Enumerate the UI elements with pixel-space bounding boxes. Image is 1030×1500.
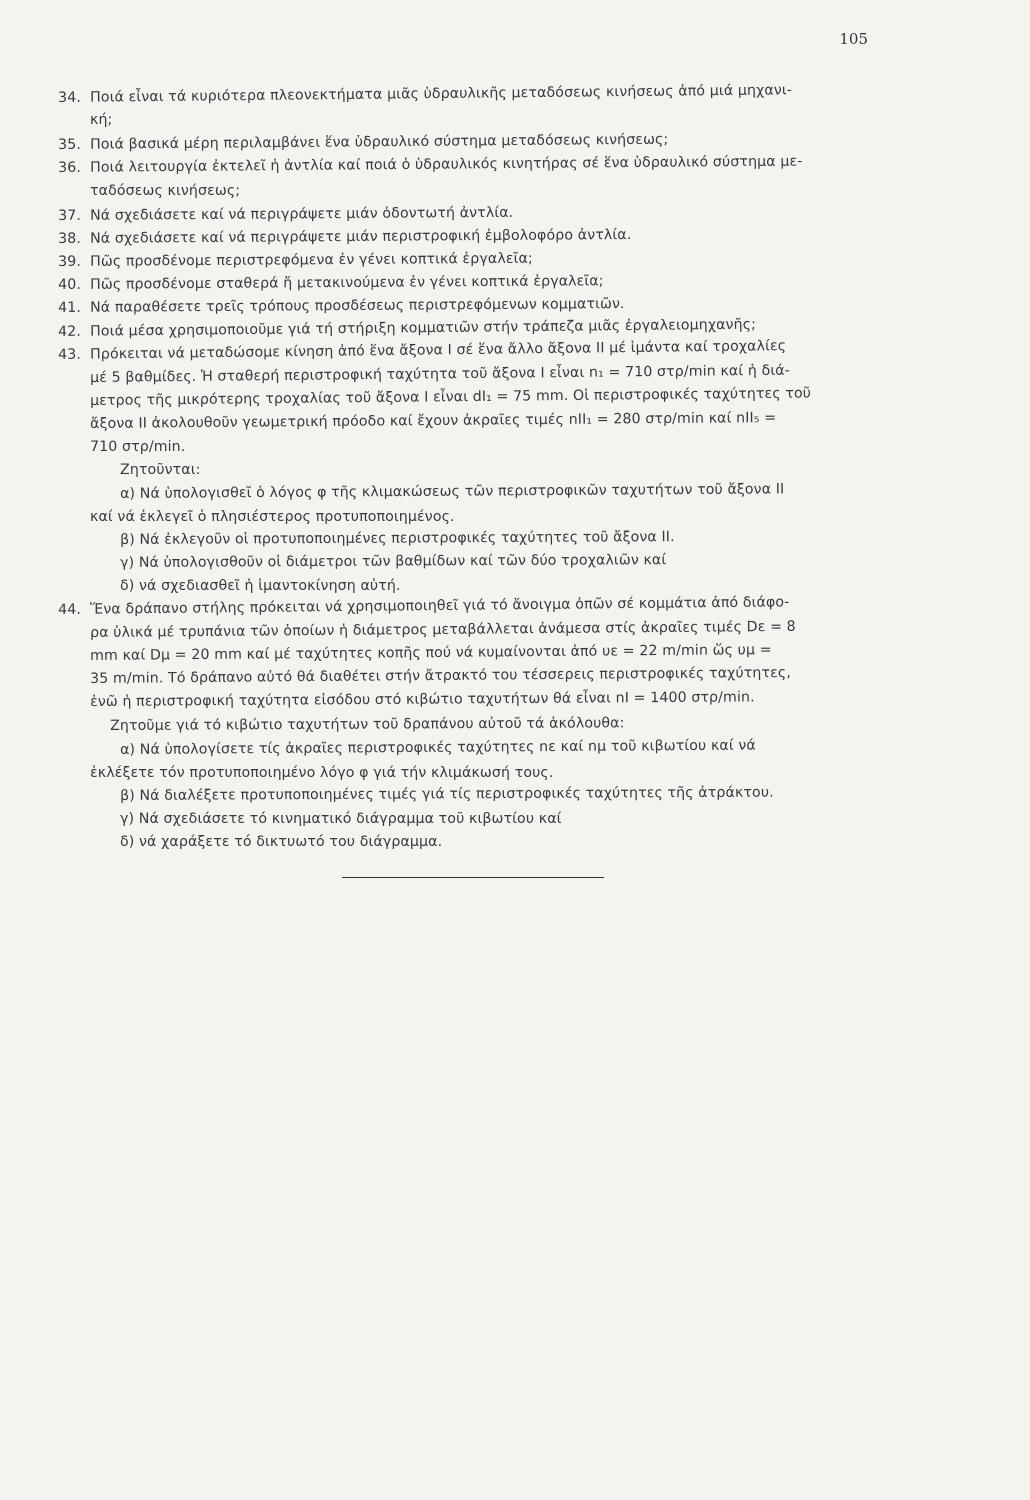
question-43-item-a-cont: καί νά ἐκλεγεῖ ὁ πλησιέστερος προτυποποιημένος. bbox=[90, 509, 455, 525]
question-text: Ποιά εἶναι τά κυριότερα πλεονεκτήματα μιᾶς ὑδραυλικῆς μεταδόσεως κινήσεως ἀπό μιά μηχανι- bbox=[90, 82, 793, 106]
question-43-line-4: ἄξονα ΙΙ ἀκολουθοῦν γεωμετρική πρόοδο καί ἔχουν ἀκραῖες τιμές nII₁ = 280 στρ/min καί nII₅ = bbox=[90, 410, 777, 432]
question-41 bbox=[58, 294, 625, 318]
question-39 bbox=[58, 249, 533, 272]
question-text: Ποιά λειτουργία ἐκτελεῖ ἡ ἀντλία καί ποιά ὁ ὑδραυλικός κινητήρας σέ ἕνα ὑδραυλικό σύστημα με- bbox=[90, 153, 803, 176]
question-number: 41. bbox=[58, 299, 82, 316]
question-35 bbox=[58, 130, 668, 155]
question-44 bbox=[58, 592, 789, 620]
question-number: 42. bbox=[58, 323, 82, 340]
question-34 bbox=[58, 80, 792, 108]
question-text: Πῶς προσδένομε περιστρεφόμενα ἐν γένει κοπτικά ἐργαλεῖα; bbox=[90, 250, 533, 270]
question-number: 35. bbox=[58, 136, 82, 153]
question-44-line-2: ρα ὑλικά μέ τρυπάνια τῶν ὁποίων ἡ διάμετρος μεταβάλλεται ἀνάμεσα στίς ἀκραῖες τιμές Dε = 8 bbox=[90, 618, 796, 641]
question-number: 40. bbox=[58, 276, 82, 293]
question-44-line-3: mm καί Dμ = 20 mm καί μέ ταχύτητες κοπῆς πού νά κυμαίνονται ἀπό υε = 22 m/min ὥς υμ = bbox=[90, 642, 772, 664]
question-text: Νά σχεδιάσετε καί νά περιγράψετε μιάν ὀδοντωτή ἀντλία. bbox=[90, 204, 514, 224]
question-text: Νά σχεδιάσετε καί νά περιγράψετε μιάν περιστροφική ἐμβολοφόρο ἀντλία. bbox=[90, 226, 632, 247]
question-text: Ποιά μέσα χρησιμοποιοῦμε γιά τή στήριξη κομματιῶν στήν τράπεζα μιᾶς ἐργαλειομηχανῆς; bbox=[90, 316, 757, 340]
question-text: Νά παραθέσετε τρεῖς τρόπους προσδέσεως περιστρεφόμενων κομματιῶν. bbox=[90, 296, 625, 316]
question-text: Πρόκειται νά μεταδώσομε κίνηση ἀπό ἕνα ἄξονα Ι σέ ἕνα ἄλλο ἄξονα ΙΙ μέ ἱμάντα καί τροχαλίες bbox=[90, 338, 787, 363]
question-number: 37. bbox=[58, 207, 82, 224]
question-37 bbox=[58, 203, 513, 226]
question-number: 44. bbox=[58, 601, 82, 618]
question-43-item-c: γ) Νά ὑπολογισθοῦν οἱ διάμετροι τῶν βαθμίδων καί τῶν δύο τροχαλιῶν καί bbox=[120, 552, 667, 571]
question-number: 36. bbox=[58, 159, 82, 176]
question-text: Ποιά βασικά μέρη περιλαμβάνει ἕνα ὑδραυλικό σύστημα μεταδόσεως κινήσεως; bbox=[90, 131, 669, 153]
question-43-item-b: β) Νά ἐκλεγοῦν οἱ προτυποποιημένες περιστροφικές ταχύτητες τοῦ ἄξονα ΙΙ. bbox=[120, 529, 675, 548]
question-44-requested: Ζητοῦμε γιά τό κιβώτιο ταχυτήτων τοῦ δραπάνου αὐτοῦ τά ἀκόλουθα: bbox=[110, 715, 625, 734]
page-number: 105 bbox=[839, 30, 868, 48]
question-36 bbox=[58, 152, 803, 178]
question-43-line-5: 710 στρ/min. bbox=[90, 439, 186, 455]
question-text: Πῶς προσδένομε σταθερά ἤ μετακινούμενα ἐν γένει κοπτικά ἐργαλεῖα; bbox=[90, 273, 604, 293]
question-number: 38. bbox=[58, 230, 82, 247]
question-44-line-5: ἐνῶ ἡ περιστροφική ταχύτητα εἰσόδου στό κιβώτιο ταχυτήτων θά εἶναι nI = 1400 στρ/min. bbox=[90, 689, 755, 710]
question-40 bbox=[58, 271, 604, 295]
question-number: 34. bbox=[58, 89, 82, 106]
question-38 bbox=[58, 225, 631, 249]
question-43-line-3: μετρος τῆς μικρότερης τροχαλίας τοῦ ἄξονα Ι εἶναι dI₁ = 75 mm. Οἱ περιστροφικές ταχύτητες τοῦ bbox=[90, 385, 812, 409]
question-44-item-c: γ) Νά σχεδιάσετε τό κινηματικό διάγραμμα τοῦ κιβωτίου καί bbox=[120, 811, 562, 827]
question-number: 43. bbox=[58, 346, 82, 363]
question-43-requested: Ζητοῦνται: bbox=[120, 462, 201, 478]
end-rule bbox=[342, 877, 604, 878]
question-36-line-2: ταδόσεως κινήσεως; bbox=[90, 183, 241, 199]
question-text: Ἕνα δράπανο στήλης πρόκειται νά χρησιμοποιηθεῖ γιά τό ἄνοιγμα ὀπῶν σέ κομμάτια ἀπό διάφο- bbox=[90, 594, 790, 618]
question-34-line-2: κή; bbox=[90, 112, 113, 128]
question-44-item-b: β) Νά διαλέξετε προτυποποιημένες τιμές γιά τίς περιστροφικές ταχύτητες τῆς ἀτράκτου. bbox=[120, 784, 774, 804]
question-43-item-d: δ) νά σχεδιασθεῖ ἡ ἱμαντοκίνηση αὐτή. bbox=[120, 578, 401, 594]
question-43-line-2: μέ 5 βαθμίδες. Ἡ σταθερή περιστροφική ταχύτητα τοῦ ἄξονα Ι εἶναι n₁ = 710 στρ/min καί ἡ διά- bbox=[90, 362, 790, 386]
question-44-line-4: 35 m/min. Τό δράπανο αὐτό θά διαθέτει στήν ἄτρακτό του τέσσερεις περιστροφικές ταχύτητες, bbox=[90, 664, 791, 687]
question-44-item-a: α) Νά ὑπολογίσετε τίς ἀκραῖες περιστροφικές ταχύτητες nε καί nμ τοῦ κιβωτίου καί νά bbox=[120, 737, 756, 758]
question-44-item-a-cont: ἐκλέξετε τόν προτυποποιημένο λόγο φ γιά τήν κλιμάκωσή τους. bbox=[90, 765, 554, 781]
question-43-item-a: α) Νά ὑπολογισθεῖ ὁ λόγος φ τῆς κλιμακώσεως τῶν περιστροφικῶν ταχυτήτων τοῦ ἄξονα ΙΙ bbox=[120, 481, 785, 502]
question-44-item-d: δ) νά χαράξετε τό δικτυωτό του διάγραμμα. bbox=[120, 834, 443, 850]
question-number: 39. bbox=[58, 253, 82, 270]
